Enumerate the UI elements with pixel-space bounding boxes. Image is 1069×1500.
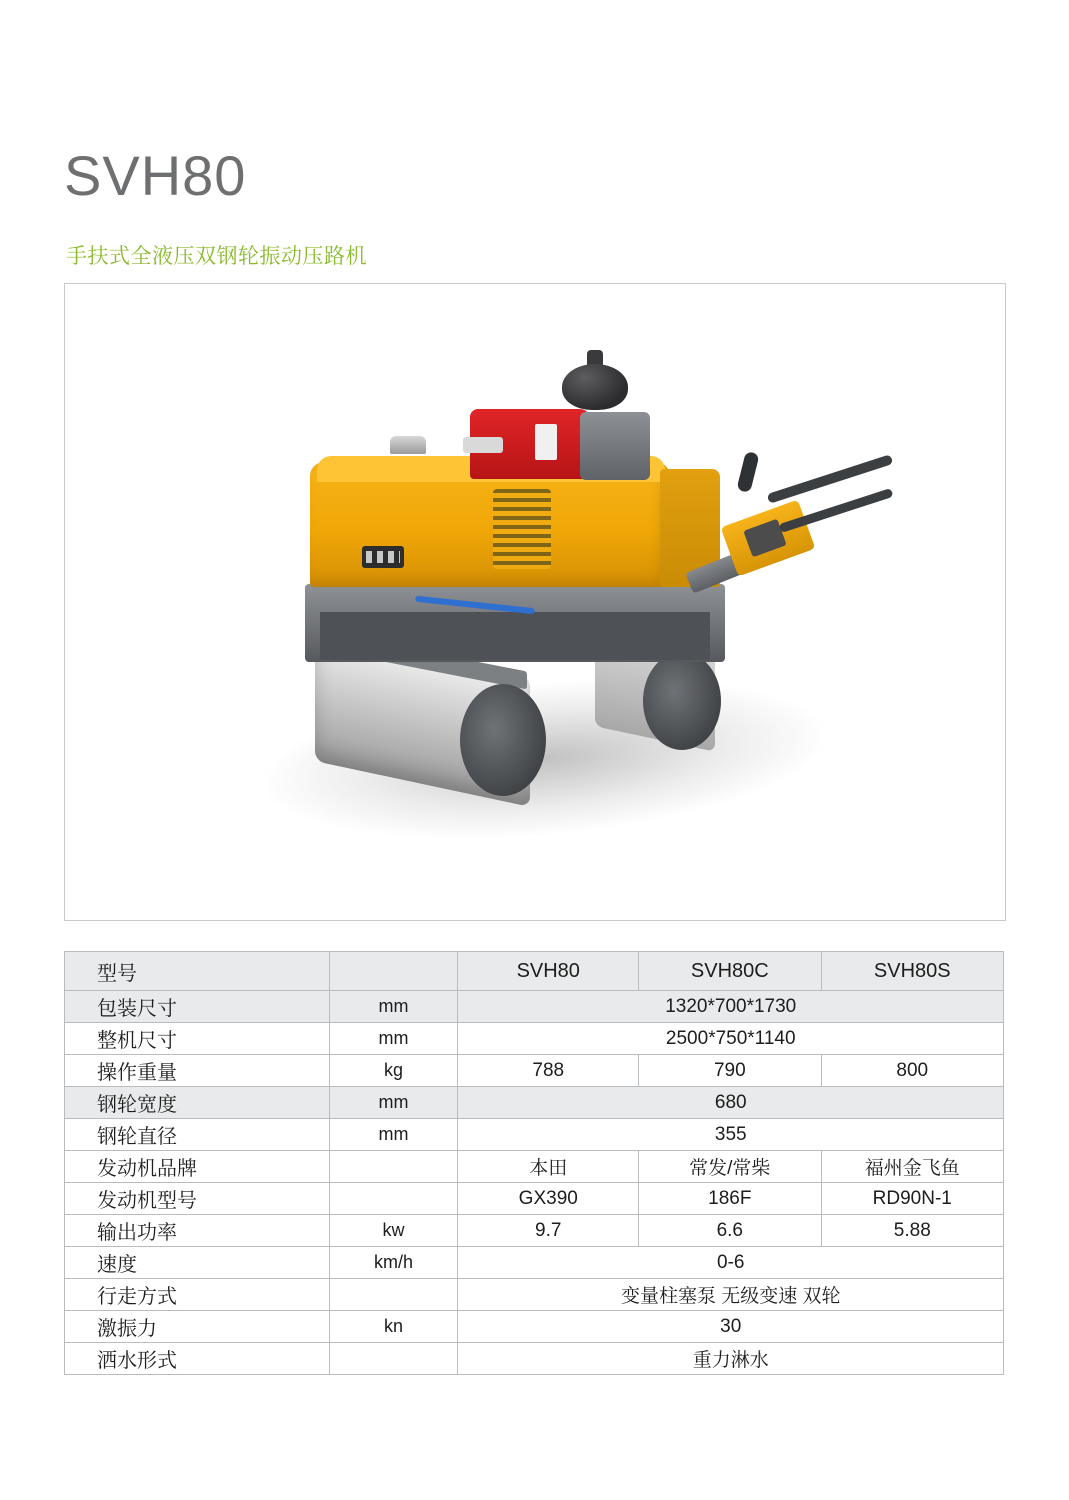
spec-value: 0-6 <box>458 1247 1004 1279</box>
spec-label: 钢轮宽度 <box>65 1087 330 1119</box>
spec-unit: mm <box>329 1087 458 1119</box>
spec-unit: mm <box>329 1023 458 1055</box>
table-row <box>65 1279 1004 1311</box>
table-header-model: SVH80C <box>639 952 822 991</box>
specification-table <box>64 951 1004 1375</box>
table-row <box>65 1151 1004 1183</box>
spec-value: 常发/常柴 <box>639 1151 822 1183</box>
hood-vent-louvers <box>493 489 551 569</box>
product-image-frame <box>64 283 1006 921</box>
table-row <box>65 991 1004 1023</box>
spec-value: 790 <box>639 1055 822 1087</box>
spec-value: 9.7 <box>458 1215 639 1247</box>
table-row <box>65 1119 1004 1151</box>
spec-value: 本田 <box>458 1151 639 1183</box>
spec-value: 重力淋水 <box>458 1343 1004 1375</box>
spec-label: 行走方式 <box>65 1279 330 1311</box>
muffler <box>463 437 503 453</box>
spec-value: 福州金飞鱼 <box>821 1151 1003 1183</box>
spec-unit <box>329 1183 458 1215</box>
spec-value: 355 <box>458 1119 1004 1151</box>
spec-unit <box>329 1279 458 1311</box>
spec-unit: mm <box>329 1119 458 1151</box>
control-panel-plate <box>362 546 404 568</box>
spec-label: 包装尺寸 <box>65 991 330 1023</box>
chassis-lower <box>320 612 710 660</box>
engine-label <box>535 424 557 460</box>
table-header-model: SVH80S <box>821 952 1003 991</box>
table-header-row <box>65 952 1004 991</box>
spec-label: 整机尺寸 <box>65 1023 330 1055</box>
page-title: SVH80 <box>64 144 247 207</box>
spec-value: 2500*750*1140 <box>458 1023 1004 1055</box>
spec-value: GX390 <box>458 1183 639 1215</box>
air-cleaner <box>562 364 628 410</box>
rear-drum-face <box>643 652 721 750</box>
spec-label: 输出功率 <box>65 1215 330 1247</box>
spec-label: 操作重量 <box>65 1055 330 1087</box>
table-header-unit <box>329 952 458 991</box>
fuel-filler-cap <box>390 436 426 454</box>
spec-label: 激振力 <box>65 1311 330 1343</box>
spec-value: RD90N-1 <box>821 1183 1003 1215</box>
spec-label: 速度 <box>65 1247 330 1279</box>
spec-value: 6.6 <box>639 1215 822 1247</box>
spec-value: 788 <box>458 1055 639 1087</box>
spec-value: 1320*700*1730 <box>458 991 1004 1023</box>
spec-unit: mm <box>329 991 458 1023</box>
spec-unit <box>329 1151 458 1183</box>
spec-unit: kn <box>329 1311 458 1343</box>
table-row <box>65 1311 1004 1343</box>
front-drum-face <box>460 684 546 796</box>
table-row <box>65 1247 1004 1279</box>
spec-value: 800 <box>821 1055 1003 1087</box>
table-row <box>65 1215 1004 1247</box>
table-header-label: 型号 <box>65 952 330 991</box>
spec-unit: kg <box>329 1055 458 1087</box>
page-subtitle: 手扶式全液压双钢轮振动压路机 <box>66 245 367 268</box>
product-photo-road-roller <box>65 284 1005 920</box>
table-header-model: SVH80 <box>458 952 639 991</box>
spec-unit <box>329 1343 458 1375</box>
table-row <box>65 1087 1004 1119</box>
spec-label: 发动机品牌 <box>65 1151 330 1183</box>
spec-value: 186F <box>639 1183 822 1215</box>
spec-label: 发动机型号 <box>65 1183 330 1215</box>
control-lever <box>736 451 759 493</box>
spec-label: 洒水形式 <box>65 1343 330 1375</box>
table-row <box>65 1023 1004 1055</box>
spec-value: 680 <box>458 1087 1004 1119</box>
spec-value: 变量柱塞泵 无级变速 双轮 <box>458 1279 1004 1311</box>
spec-value: 30 <box>458 1311 1004 1343</box>
spec-value: 5.88 <box>821 1215 1003 1247</box>
spec-unit: kw <box>329 1215 458 1247</box>
table-row <box>65 1183 1004 1215</box>
spec-label: 钢轮直径 <box>65 1119 330 1151</box>
spec-unit: km/h <box>329 1247 458 1279</box>
table-row <box>65 1343 1004 1375</box>
engine-block-grey <box>580 412 650 480</box>
table-row <box>65 1055 1004 1087</box>
